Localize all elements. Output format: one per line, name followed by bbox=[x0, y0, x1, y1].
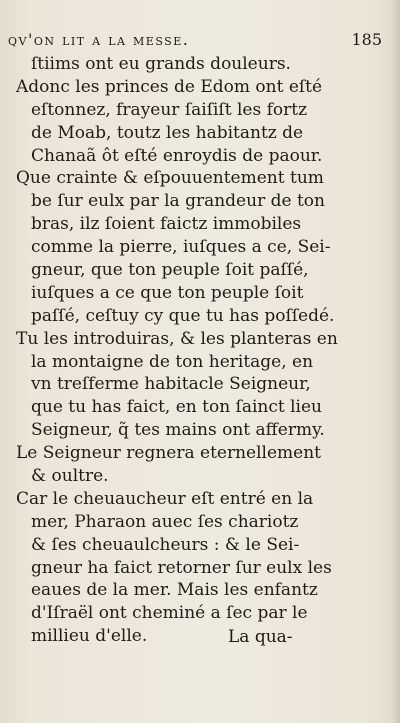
text-line: bras, ilz ſoient faictz immobiles bbox=[31, 214, 302, 235]
text-line: Tu les introduiras, & les planteras en bbox=[16, 328, 338, 349]
text-line: eaues de la mer. Mais les enfantz bbox=[31, 580, 318, 601]
text-line: gneur ha faict retorner ſur eulx les bbox=[31, 557, 332, 578]
text-line: Car le cheuaucheur eſt entré en la bbox=[16, 488, 314, 509]
text-line: & oultre. bbox=[31, 466, 109, 487]
text-line: Que crainte & eſpouuentement tum bbox=[16, 168, 324, 189]
page-number: 185 bbox=[351, 30, 382, 49]
text-line: Chanaã ôt eſté enroydis de paour. bbox=[31, 145, 323, 166]
text-line: comme la pierre, iuſques a ce, Sei- bbox=[31, 237, 331, 258]
text-line: la montaigne de ton heritage, en bbox=[31, 351, 314, 372]
text-line: que tu has faict, en ton ſainct lieu bbox=[31, 397, 323, 418]
text-line: d'Iſraël ont cheminé a ſec par le bbox=[31, 603, 308, 624]
text-line: mer, Pharaon auec ſes chariotz bbox=[31, 511, 299, 532]
text-line: de Moab, toutz les habitantz de bbox=[31, 122, 304, 143]
text-line: vn treſferme habitacle Seigneur, bbox=[31, 374, 311, 395]
text-line: & ſes cheuaulcheurs : & le Sei- bbox=[31, 534, 300, 555]
text-line: paſſé, ceſtuy cy que tu has poſſedé. bbox=[31, 305, 335, 326]
text-line: millieu d'elle. bbox=[31, 626, 148, 647]
text-block bbox=[16, 53, 338, 648]
catchword: La qua- bbox=[228, 627, 293, 647]
page-gutter-shadow bbox=[390, 0, 400, 723]
text-line: iuſques a ce que ton peuple ſoit bbox=[31, 282, 304, 303]
text-line: eſtonnez, frayeur ſaiſiſt les fortz bbox=[31, 99, 308, 120]
text-line: Le Seigneur regnera eternellement bbox=[16, 443, 321, 464]
text-line: be ſur eulx par la grandeur de ton bbox=[31, 191, 325, 212]
text-line: gneur, que ton peuple ſoit paſſé, bbox=[31, 260, 309, 281]
running-title: qv'on lit a la messe. bbox=[8, 30, 190, 49]
text-line: Adonc les princes de Edom ont eſté bbox=[16, 76, 323, 97]
running-head bbox=[8, 30, 388, 52]
text-line: Seigneur, q̃ tes mains ont affermy. bbox=[31, 420, 325, 441]
text-line: ſtiims ont eu grands douleurs. bbox=[31, 54, 291, 74]
